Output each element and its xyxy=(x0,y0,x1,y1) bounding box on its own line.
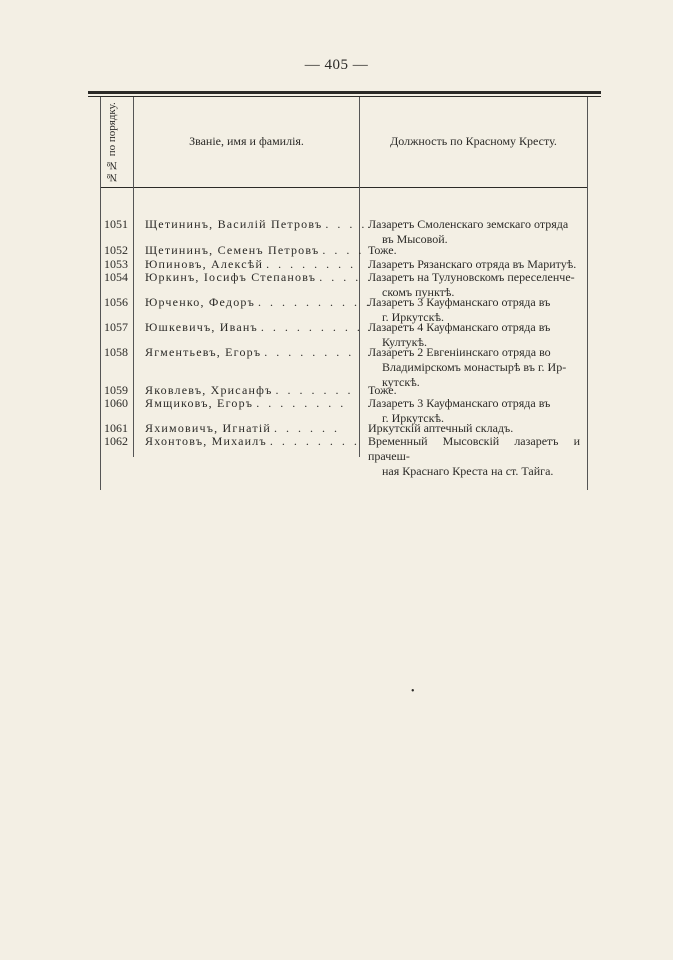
row-number: 1061 xyxy=(104,421,128,435)
page-number: — 405 — xyxy=(304,57,369,73)
row-number: 1058 xyxy=(104,345,128,359)
row-number: 1053 xyxy=(104,257,128,271)
row-position: Лазаретъ 3 Кауфманскаго отряда въ г. Иркутскѣ. xyxy=(368,295,551,324)
stray-ink-mark: • xyxy=(411,686,415,697)
row-name: Ямщиковъ, Егоръ . . . . . . . . xyxy=(145,396,347,410)
column-border-right xyxy=(587,97,588,490)
row-position: Лазаретъ на Тулуновскомъ переселенче- скомъ пунктѣ. xyxy=(368,270,575,299)
row-number: 1062 xyxy=(104,434,128,448)
row-name: Яхонтовъ, Михаилъ . . . . . . . . xyxy=(145,434,360,448)
header-position-column: Должность по Красному Кресту. xyxy=(390,134,557,148)
top-rule-thick xyxy=(88,91,601,94)
row-name: Ягментьевъ, Егоръ . . . . . . . . xyxy=(145,345,355,359)
row-number: 1059 xyxy=(104,383,128,397)
row-position: Временный Мысовскій лазаретъ и прачеш- ная Краснаго Креста на ст. Тайга. xyxy=(368,434,580,478)
row-position: Лазаретъ 3 Кауфманскаго отряда въ г. Иркутскѣ. xyxy=(368,396,551,425)
row-position: Лазаретъ Рязанскаго отряда въ Маритуѣ. xyxy=(368,257,577,271)
top-rule-thin xyxy=(88,96,601,97)
header-number-column: №№ по порядку. xyxy=(106,102,118,183)
row-name: Юшкевичъ, Иванъ . . . . . . . . . xyxy=(145,320,363,334)
row-position: Лазаретъ 2 Евгеніинскаго отряда во Владимірскомъ монастырѣ въ г. Ир- кутскѣ. xyxy=(368,345,567,389)
row-position: Тоже. xyxy=(368,243,397,257)
row-name: Яхимовичъ, Игнатій . . . . . . xyxy=(145,421,340,435)
row-name: Юрченко, Федоръ . . . . . . . . . . xyxy=(145,295,372,309)
row-number: 1056 xyxy=(104,295,128,309)
row-name: Щетининъ, Василій Петровъ . . . . xyxy=(145,217,368,231)
row-number: 1051 xyxy=(104,217,128,231)
row-name: Юркинъ, Іосифъ Степановъ . . . . xyxy=(145,270,362,284)
row-name: Щетининъ, Семенъ Петровъ . . . . xyxy=(145,243,365,257)
row-number: 1054 xyxy=(104,270,128,284)
row-name: Юпиновъ, Алексѣй . . . . . . . . xyxy=(145,257,357,271)
row-position: Лазаретъ 4 Кауфманскаго отряда въ Култукѣ. xyxy=(368,320,551,349)
header-name-column: Званіе, имя и фамилія. xyxy=(189,134,304,148)
row-position: Лазаретъ Смоленскаго земскаго отряда въ Мысовой. xyxy=(368,217,569,246)
row-position: Иркутскій аптечный складъ. xyxy=(368,421,514,435)
row-name: Яковлевъ, Хрисанфъ . . . . . . . xyxy=(145,383,354,397)
row-number: 1060 xyxy=(104,396,128,410)
row-number: 1052 xyxy=(104,243,128,257)
column-border-left xyxy=(100,97,101,490)
header-rule xyxy=(100,187,588,188)
row-number: 1057 xyxy=(104,320,128,334)
row-position: Тоже. xyxy=(368,383,397,397)
